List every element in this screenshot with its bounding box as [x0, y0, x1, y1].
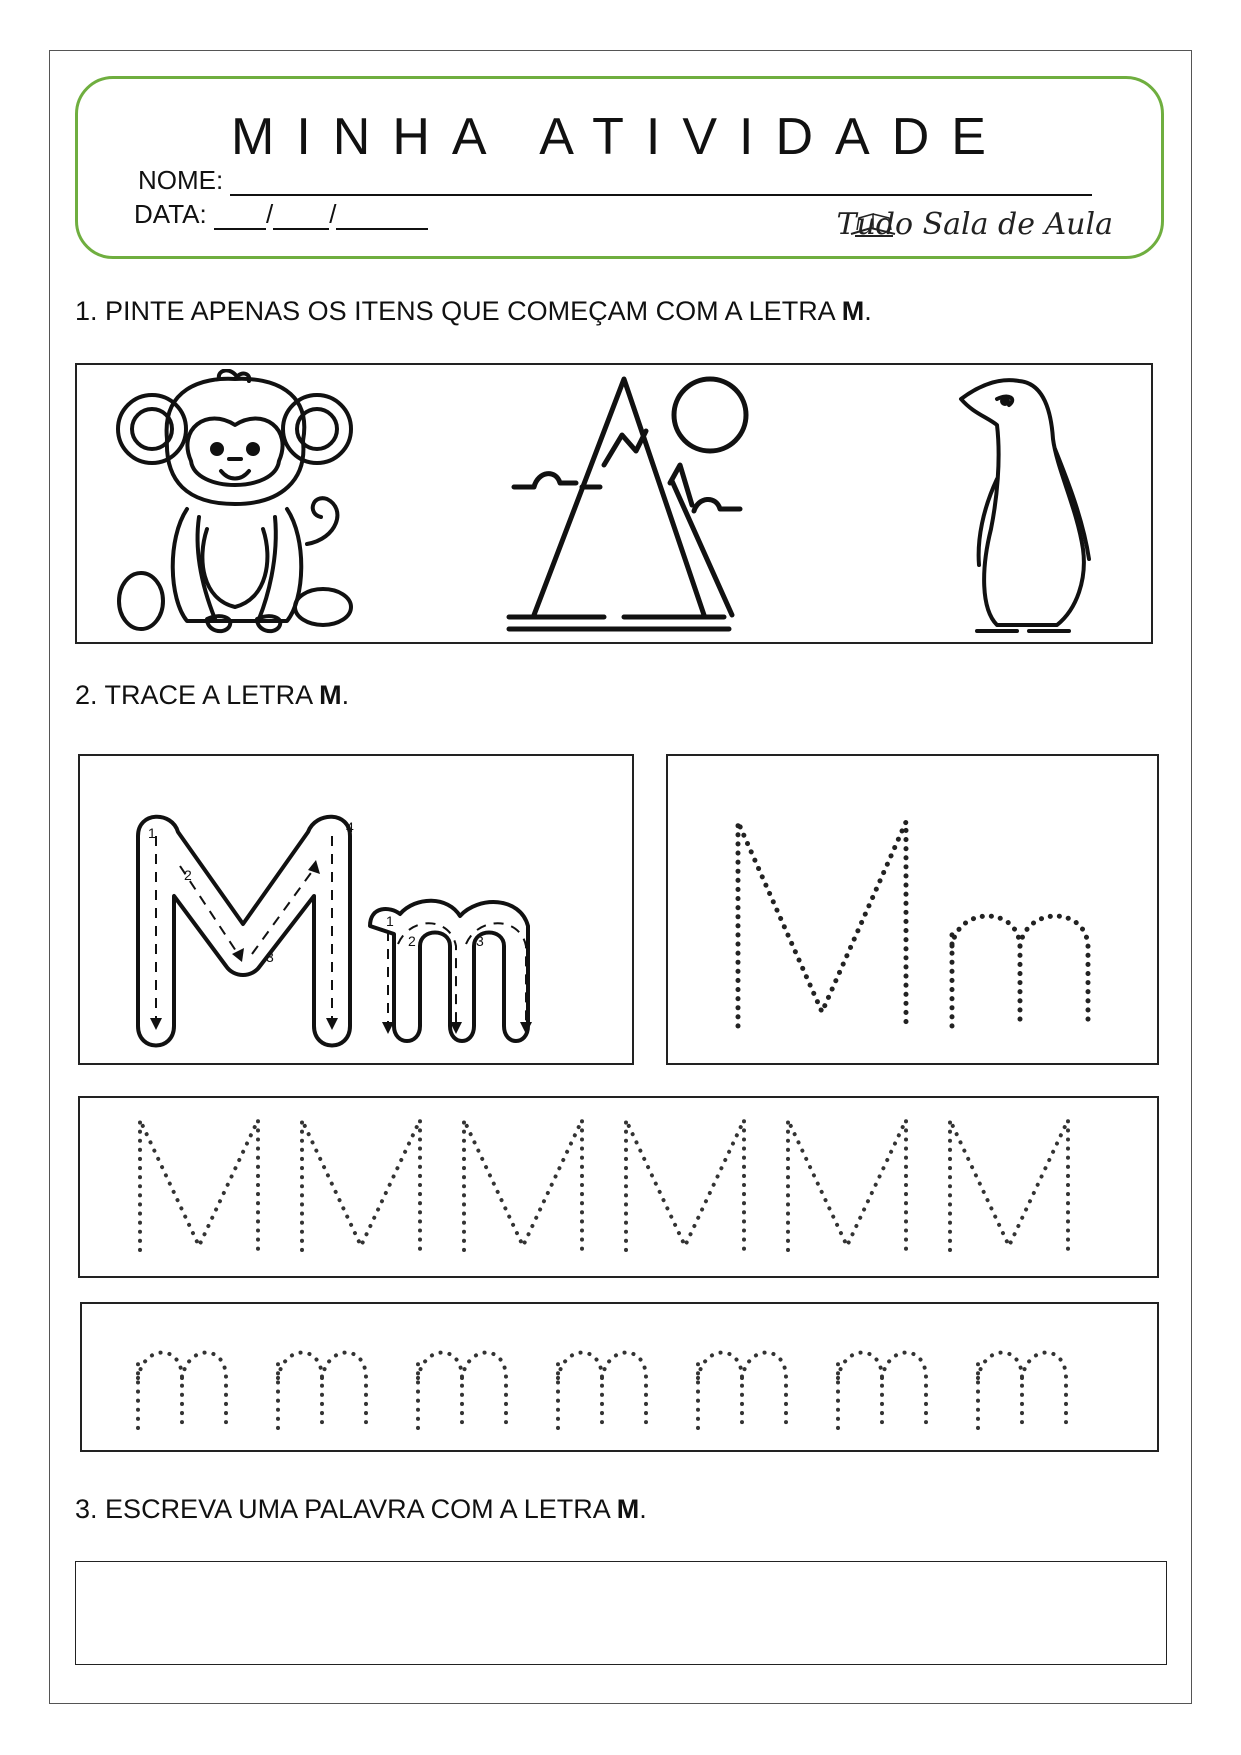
stroke-number: 3	[266, 949, 274, 965]
traceable-uppercase-m[interactable]	[140, 1120, 258, 1250]
model-letter-box	[78, 754, 634, 1065]
pictures-box	[75, 363, 1153, 644]
traceable-uppercase-m[interactable]	[950, 1120, 1068, 1250]
monkey-icon[interactable]	[107, 369, 367, 639]
model-letter-m	[80, 756, 636, 1067]
date-year-line[interactable]	[336, 202, 428, 230]
name-field[interactable]	[138, 165, 1092, 196]
header-box	[75, 76, 1164, 259]
traceable-uppercase-m[interactable]	[464, 1120, 582, 1250]
stroke-number: 3	[476, 933, 484, 949]
dotted-mm-box	[666, 754, 1159, 1065]
stroke-number: 1	[386, 913, 394, 929]
question-2: 2. TRACE A LETRA M.	[75, 680, 350, 710]
name-line[interactable]	[230, 168, 1092, 196]
lowercase-dotted-row[interactable]	[82, 1304, 1161, 1454]
brand-logo: Tudo Sala de Aula	[836, 207, 1113, 242]
traceable-lowercase-m[interactable]	[278, 1353, 366, 1429]
traceable-lowercase-m[interactable]	[838, 1353, 926, 1429]
date-month-line[interactable]	[273, 202, 329, 230]
stroke-number: 1	[148, 825, 156, 841]
traceable-lowercase-m[interactable]	[698, 1353, 786, 1429]
date-field[interactable]: DATA: / /	[134, 199, 428, 230]
uppercase-tracing-row	[78, 1096, 1159, 1278]
lowercase-tracing-row	[80, 1302, 1159, 1452]
date-label: DATA:	[134, 199, 207, 229]
mountain-icon[interactable]	[494, 365, 774, 635]
traceable-uppercase-m[interactable]	[626, 1120, 744, 1250]
stroke-number: 4	[346, 819, 354, 835]
question-3: 3. ESCREVA UMA PALAVRA COM A LETRA M.	[75, 1494, 647, 1524]
traceable-lowercase-m[interactable]	[978, 1353, 1066, 1429]
answer-box[interactable]	[75, 1561, 1167, 1665]
traceable-lowercase-m[interactable]	[558, 1353, 646, 1429]
dotted-letter-mm[interactable]	[668, 756, 1161, 1067]
traceable-lowercase-m[interactable]	[418, 1353, 506, 1429]
stroke-number: 2	[184, 867, 192, 883]
stroke-number: 2	[408, 933, 416, 949]
question-1: 1. PINTE APENAS OS ITENS QUE COMEÇAM COM A LETRA M.	[75, 296, 872, 326]
date-day-line[interactable]	[214, 202, 266, 230]
uppercase-dotted-row[interactable]	[80, 1098, 1161, 1280]
traceable-uppercase-m[interactable]	[302, 1120, 420, 1250]
traceable-uppercase-m[interactable]	[788, 1120, 906, 1250]
penguin-icon[interactable]	[957, 369, 1107, 639]
traceable-lowercase-m[interactable]	[138, 1353, 226, 1429]
name-label: NOME:	[138, 165, 224, 195]
page-title: MINHA ATIVIDADE	[231, 108, 1008, 166]
